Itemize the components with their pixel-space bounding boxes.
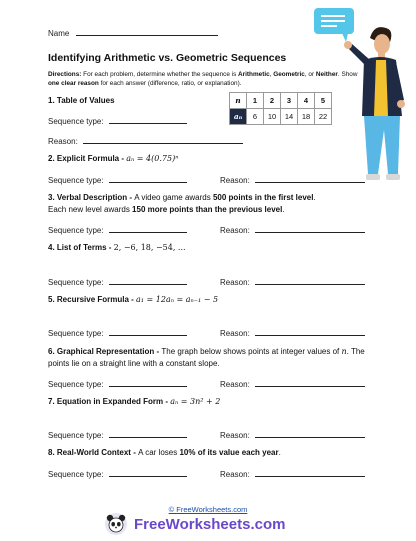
worksheet-title: Identifying Arithmetic vs. Geometric Sequences xyxy=(48,52,287,64)
answer-line[interactable] xyxy=(255,223,365,233)
answer-line[interactable] xyxy=(109,114,187,124)
p5-reason[interactable] xyxy=(220,326,365,338)
sequence-type-label: Sequence type: xyxy=(48,470,104,479)
footer-brand-text: FreeWorksheets.com xyxy=(134,515,286,533)
p3-sequence-type[interactable] xyxy=(48,223,187,235)
problem-3-bold-2: 150 more points than the previous level xyxy=(132,205,283,214)
sequence-type-label: Sequence type: xyxy=(48,278,104,287)
problem-3-period-2: . xyxy=(282,205,285,214)
problem-2 xyxy=(48,154,178,163)
panda-logo-icon xyxy=(104,512,128,536)
answer-line[interactable] xyxy=(109,173,187,183)
table-cell: 3 xyxy=(281,93,298,109)
answer-line[interactable] xyxy=(255,173,365,183)
name-line[interactable] xyxy=(76,26,218,36)
problem-5-title: 5. Recursive Formula - xyxy=(48,295,137,304)
table-cell: 2 xyxy=(264,93,281,109)
answer-line[interactable] xyxy=(109,377,187,387)
sequence-type-label: Sequence type: xyxy=(48,176,104,185)
problem-7-title: 7. Equation in Expanded Form - xyxy=(48,397,171,406)
name-field[interactable] xyxy=(48,26,218,38)
table-cell: 1 xyxy=(247,93,264,109)
answer-line[interactable] xyxy=(255,377,365,387)
table-cell: 10 xyxy=(264,109,281,125)
answer-line[interactable] xyxy=(255,275,365,285)
reason-label: Reason: xyxy=(220,278,250,287)
name-label: Name xyxy=(48,29,70,38)
answer-line[interactable] xyxy=(109,275,187,285)
problem-8-title: 8. Real-World Context - xyxy=(48,448,139,457)
sequence-type-label: Sequence type: xyxy=(48,431,104,440)
p3-reason[interactable] xyxy=(220,223,365,235)
p4-sequence-type[interactable] xyxy=(48,275,187,287)
directions-comma: , xyxy=(269,71,274,78)
problem-3-text-2: Each new level awards xyxy=(48,205,133,214)
directions-text-2: . Show xyxy=(337,71,358,78)
p1-reason[interactable] xyxy=(48,134,243,146)
problem-4-terms: 2, −6, 18, −54, ... xyxy=(113,243,186,252)
directions xyxy=(48,70,368,88)
reason-label: Reason: xyxy=(220,431,250,440)
problem-7-formula: aₙ = 3n² + 2 xyxy=(170,397,221,406)
directions-or: , or xyxy=(304,71,316,78)
problem-5-formula: a₁ = 12aₙ = aₙ₋₁ − 5 xyxy=(136,295,219,304)
sequence-type-label: Sequence type: xyxy=(48,380,104,389)
reason-label: Reason: xyxy=(220,176,250,185)
problem-6 xyxy=(48,346,370,370)
sequence-type-label: Sequence type: xyxy=(48,329,104,338)
answer-line[interactable] xyxy=(109,428,187,438)
directions-lead: Directions: xyxy=(48,71,82,78)
reason-label: Reason: xyxy=(220,470,250,479)
problem-3-bold: 500 points in the first level xyxy=(212,193,314,202)
table-n-header: n xyxy=(230,93,247,109)
directions-geometric: Geometric xyxy=(273,71,305,78)
table-cell: 18 xyxy=(298,109,315,125)
sequence-type-label: Sequence type: xyxy=(48,226,104,235)
problem-8 xyxy=(48,448,281,457)
directions-arithmetic: Arithmetic xyxy=(238,71,270,78)
answer-line[interactable] xyxy=(255,428,365,438)
problem-6-title: 6. Graphical Representation - xyxy=(48,347,162,356)
p1-sequence-type[interactable] xyxy=(48,114,187,126)
problem-4 xyxy=(48,243,186,252)
directions-text-3: for each answer (difference, ratio, or explanation). xyxy=(98,80,242,87)
problem-3-period: . xyxy=(313,193,316,202)
problem-2-title: 2. Explicit Formula - xyxy=(48,154,127,163)
problem-5 xyxy=(48,295,218,304)
problem-2-formula: aₙ = 4(0.75)ⁿ xyxy=(126,154,179,163)
problem-6-text: The graph below shows points at integer values of xyxy=(161,347,340,356)
answer-line[interactable] xyxy=(109,467,187,477)
problem-3 xyxy=(48,192,368,216)
p6-sequence-type[interactable] xyxy=(48,377,187,389)
directions-neither: Neither xyxy=(315,71,338,78)
p6-reason[interactable] xyxy=(220,377,365,389)
problem-3-title: 3. Verbal Description - xyxy=(48,193,135,202)
answer-line[interactable] xyxy=(255,326,365,336)
problem-6-text-2: . The points lie on a straight line with a constant slope. xyxy=(48,347,365,368)
table-cell: 4 xyxy=(298,93,315,109)
p2-sequence-type[interactable] xyxy=(48,173,187,185)
problem-8-bold: 10% of its value each year xyxy=(179,448,279,457)
problem-1-title: 1. Table of Values xyxy=(48,96,115,105)
p7-reason[interactable] xyxy=(220,428,365,440)
p8-sequence-type[interactable] xyxy=(48,467,187,479)
answer-line[interactable] xyxy=(83,134,243,144)
sequence-type-label: Sequence type: xyxy=(48,117,104,126)
table-cell: 14 xyxy=(281,109,298,125)
table-cell: 5 xyxy=(315,93,332,109)
p2-reason[interactable] xyxy=(220,173,365,185)
reason-label: Reason: xyxy=(220,329,250,338)
values-table xyxy=(229,92,332,125)
table-cell: 22 xyxy=(315,109,332,125)
directions-text: For each problem, determine whether the sequence is xyxy=(81,71,239,78)
p5-sequence-type[interactable] xyxy=(48,326,187,338)
p4-reason[interactable] xyxy=(220,275,365,287)
problem-4-title: 4. List of Terms - xyxy=(48,243,114,252)
reason-label: Reason: xyxy=(220,380,250,389)
reason-label: Reason: xyxy=(220,226,250,235)
table-cell: 6 xyxy=(247,109,264,125)
man-illustration xyxy=(337,20,416,190)
table-an-header: aₙ xyxy=(230,109,247,125)
reason-label: Reason: xyxy=(48,137,78,146)
p8-reason[interactable] xyxy=(220,467,365,479)
problem-8-text: A car loses xyxy=(138,448,180,457)
directions-reason: one clear reason xyxy=(48,80,99,87)
footer-brand[interactable] xyxy=(104,512,285,536)
answer-line[interactable] xyxy=(109,223,187,233)
problem-3-text: A video game awards xyxy=(134,193,213,202)
problem-8-period: . xyxy=(278,448,281,457)
problem-7 xyxy=(48,397,220,406)
p7-sequence-type[interactable] xyxy=(48,428,187,440)
footer-url[interactable]: © FreeWorksheets.com xyxy=(168,505,248,514)
answer-line[interactable] xyxy=(109,326,187,336)
answer-line[interactable] xyxy=(255,467,365,477)
problem-6-variable: n xyxy=(341,347,347,356)
